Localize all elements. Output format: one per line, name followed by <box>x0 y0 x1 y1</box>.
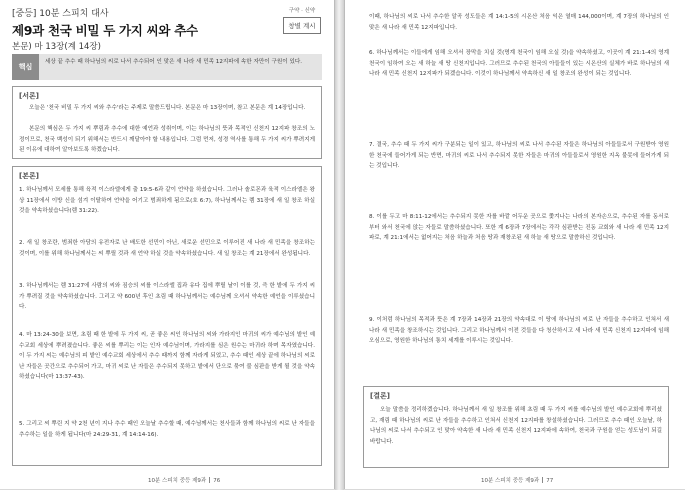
body-paragraph: 6. 하나님께서는 이들에게 임해 오셔서 장막을 치실 것(명계 천국이 임해 오실 것)을 약속하셨고, 이곳이 계 21:1-4의 영계 천국이 임하여 오는 새 하늘 새 땅 신천지입니다. 그러므로 추수된 천국의 아들들이 있는 시온산의 실체가 바로 하나님의 새 나라 새 민족 신천지 12지파가 되겠습니다. 이것이 하나님께서 약속하신 새 일 창조의 완성이 되는 것입니다. <box>369 50 669 77</box>
body-section <box>12 166 322 466</box>
revelation-badge: 창별 계시 <box>283 17 321 34</box>
body-paragraph: 4. 마 13:24-30을 보면, 초림 때 한 밭에 두 가지 씨, 곧 좋은 씨인 하나님의 씨와 가라지인 마귀의 씨가 예수님의 밭인 예수교회 세상에 뿌려졌습니다. 좋은 씨를 뿌리는 이는 인자 예수님이며, 가라지를 심은 원수는 마귀라 하며 목자였습니다. 이 두 가지 씨는 예수님의 피 밭인 예수교회 세상에서 추수 때까지 함께 자라게 되었고, 추수 때인 세상 끝에 하나님의 씨로 난 자들은 곳간으로 추수되어 가고, 마귀 씨로 난 자들은 추수되지 못하고 밭에서 단으로 묶여 불 심판을 받게 될 것을 약속하셨습니다(마 13:37-43). <box>19 332 315 380</box>
page-footer <box>481 476 553 484</box>
body-paragraph: 7. 결국, 추수 때 두 가지 씨가 구분되는 일이 있고, 하나님의 씨로 나서 추수된 자들은 하나님의 아들들로서 구원받아 영원한 천국에 들어가게 되는 반면, 마귀의 씨로 나서 추수되지 못한 자들은 마귀의 아들들로서 영원한 지옥 불못에 들어가게 되는 것입니다. <box>369 142 669 169</box>
page-footer <box>148 476 220 484</box>
page-number: 76 <box>213 478 221 484</box>
testament-label: 구약 · 신약 <box>288 8 316 14</box>
core-label: 핵심 <box>12 54 39 80</box>
intro-label: [서론] <box>19 92 39 100</box>
testament-badge-group <box>283 6 321 34</box>
conclusion-paragraph: 오늘 말씀을 정리하겠습니다. 하나님께서 새 일 창조를 위해 초림 때 두 가지 씨를 예수님의 밭인 예수교회에 뿌리셨고, 재림 때 하나님의 씨로 난 자들을 추수하고 인쳐서 신천지 12지파를 창설하셨습니다. 그러므로 추수 때인 오늘날, 하나님의 씨로 나서 추수되고 인 맞아 약속한 새 나라 새 민족 신천지 12지파에 속하여, 천국과 구원을 얻는 성도님이 되길 바랍니다. <box>370 407 662 445</box>
core-message-box <box>12 54 322 80</box>
page-number: 77 <box>546 478 554 484</box>
body-paragraph: 1. 하나님께서 모세를 통해 육적 이스라엘에게 출 19:5-6과 같이 언약을 하셨습니다. 그러나 솔로몬과 육적 이스라엘은 왕상 11장에서 이방 신을 섬겨 이탈하여 언약을 어기고 범죄하게 됨으로(호 6:7), 하나님께서는 렘 31장에 새 일 창조 하실 것을 약속하셨습니다(렘 31:22). <box>19 187 315 214</box>
right-page <box>344 0 685 489</box>
conclusion-section <box>363 386 669 468</box>
book-gutter <box>335 0 344 490</box>
lesson-title: 제9과 천국 비밀 두 가지 씨와 추수 <box>12 23 198 38</box>
series-label: [중등] 10분 스피치 대사 <box>12 9 109 19</box>
body-paragraph: 2. 새 일 창조란, 범죄한 아담의 유전자로 난 배도한 선민이 아닌, 새로운 선민으로 이루어진 새 나라 새 민족을 창조하는 것이며, 이를 위해 하나님께서는 씨 뿌릴 것과 새 언약 하실 것을 약속하셨습니다. 새 일 창조는 계 21장에서 완성됩니다. <box>19 240 315 257</box>
body-paragraph: 이때, 하나님의 씨로 나서 추수한 알곡 성도들은 계 14:1-5의 시온산 처음 익은 열매 144,000이며, 계 7장의 하나님의 인 맞은 새 나라 새 민족 12지파입니다. <box>369 14 669 31</box>
intro-paragraph: 본문의 핵심은 두 가지 씨 뿌림과 추수에 대한 예언과 성취이며, 이는 하나님의 뜻과 목적인 신천지 12지파 창조의 노정이므로, 천국 백성이 되기 위해서는 반드시 깨달아야 할 내용입니다. 그럼 먼저, 성경 역사를 통해 두 가지 씨가 뿌려지게 된 이유에 대하여 알아보도록 하겠습니다. <box>19 126 315 153</box>
core-text: 세상 끝 추수 때 하나님의 씨로 나서 추수되어 인 맞은 새 나라 새 민족 12지파에 속한 자만이 구원이 있다. <box>45 59 303 65</box>
body-paragraph: 9. 이처럼 하나님의 목적과 뜻은 계 7장과 14장과 21장의 약속대로 이 땅에 하나님의 씨로 난 자들을 추수하고 인쳐서 새 나라 새 민족을 창조하시는 것입니다. 그리고 하나님께서 이전 것들을 다 청산하시고 새 나라 새 민족 신천지 12지파에 임해 오심으로, 영원한 하나님의 통치 세계를 이루시는 것입니다. <box>369 317 669 344</box>
left-page <box>0 0 335 489</box>
intro-paragraph: 오늘은 '천국 비밀 두 가지 씨와 추수'라는 주제로 말씀드립니다. 본문은 마 13장이며, 참고 본문은 계 14장입니다. <box>29 105 306 111</box>
body-paragraph: 5. 그리고 씨 뿌린 지 약 2천 년이 지나 추수 때인 오늘날 추수할 때, 예수님께서는 천사들과 함께 하나님의 씨로 난 자들을 추수하는 일을 하게 됩니다(마 24:29-31, 계 14:14-16). <box>19 421 315 438</box>
body-paragraph: 3. 하나님께서는 렘 31:27에 사람의 씨와 짐승의 씨를 이스라엘 집과 유다 집에 뿌릴 날이 이를 것, 즉 한 밭에 두 가지 씨가 뿌려질 것을 약속하셨습니다. 그리고 약 600년 후인 초림 때 하나님께서는 예수님께 오셔서 약속한 예언을 이루셨습니다. <box>19 283 315 310</box>
footer-title: 10분 스피치 중등 제9과 <box>481 478 540 484</box>
conclusion-label: [결론] <box>370 392 390 400</box>
scripture-reference: 본문) 마 13장(계 14장) <box>12 42 101 52</box>
body-label: [본론] <box>19 172 39 180</box>
footer-title: 10분 스피치 중등 제9과 <box>148 478 207 484</box>
body-paragraph: 8. 이를 두고 마 8:11-12에서는 추수되지 못한 자를 바깥 어두운 곳으로 쫓겨나는 나라의 본자손으로, 추수된 자를 동서로부터 와서 천국에 앉는 자들로 말씀하셨습니다. 또한 계 6장과 7장에서는 각각 심판받는 진동 교회와 새 나라 새 민족 12지파로, 계 21:1에서는 없어지는 처음 하늘과 처음 땅과 재창조된 새 하늘 새 땅으로 말씀하신 것입니다. <box>369 214 669 241</box>
intro-section <box>12 86 322 159</box>
